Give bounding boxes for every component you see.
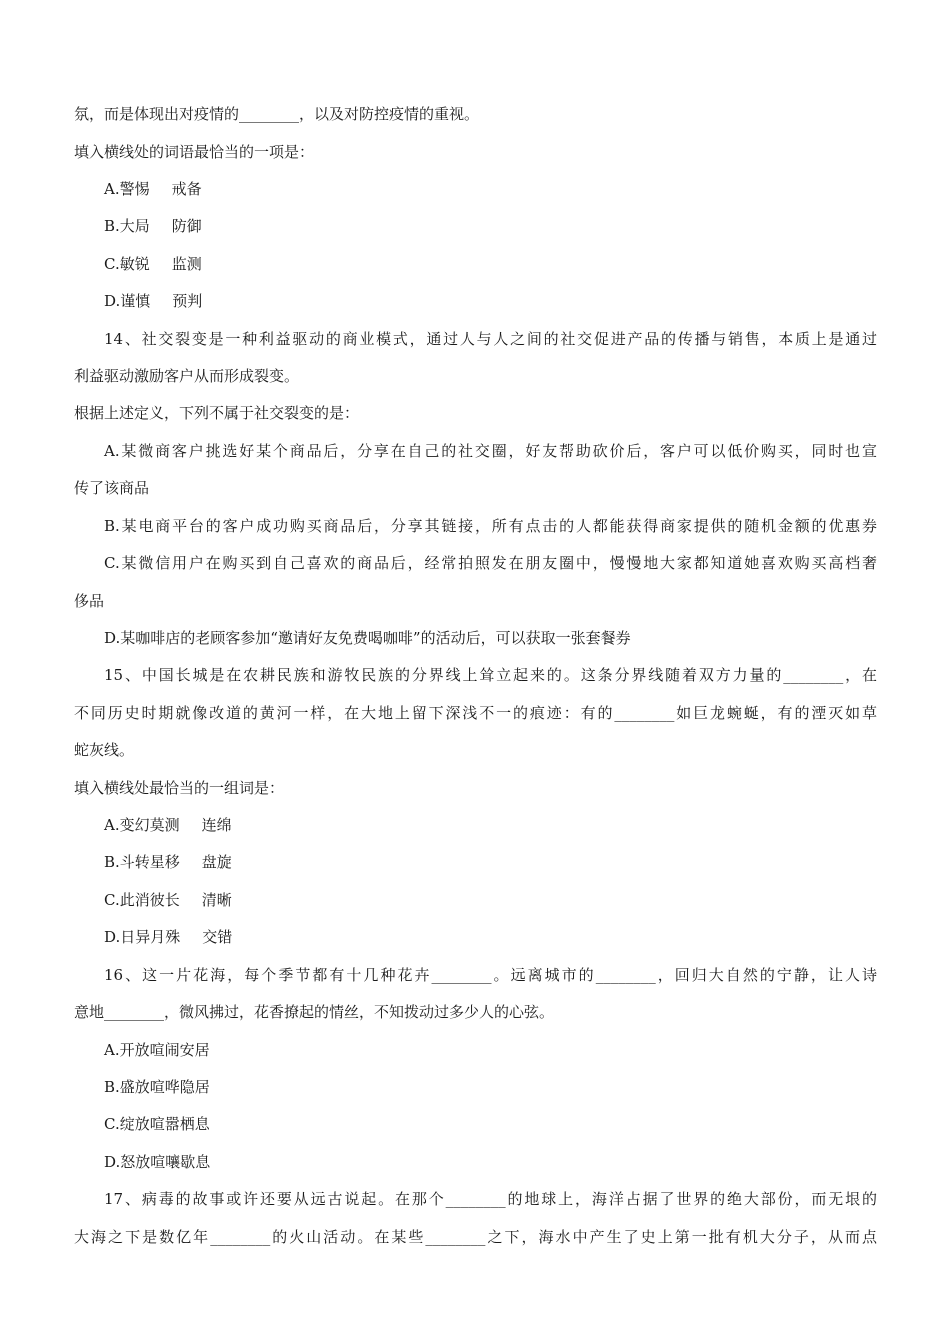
option-word-2: 预判 xyxy=(172,292,203,310)
option-word-2: 盘旋 xyxy=(201,853,232,871)
q13-prompt: 填入横线处的词语最恰当的一项是： xyxy=(74,143,315,161)
option-word-2: 防御 xyxy=(171,217,202,235)
q13-option-d xyxy=(104,291,202,311)
option-letter: B. xyxy=(104,853,120,871)
q15-option-b xyxy=(104,852,232,872)
q16-option-d: D.怒放喧嚷歇息 xyxy=(104,1153,211,1171)
q16-option-c: C.绽放喧嚣栖息 xyxy=(104,1115,210,1133)
option-word-1: 变幻莫测 xyxy=(119,816,180,834)
q14-stem-line1: 14、社交裂变是一种利益驱动的商业模式，通过人与人之间的社交促进产品的传播与销售，本质上是通过 xyxy=(104,330,877,348)
option-word-2: 交错 xyxy=(202,928,233,946)
q13-stem-tail: 氛，而是体现出对疫情的________，以及对防控疫情的重视。 xyxy=(74,105,480,123)
q14-option-b: B.某电商平台的客户成功购买商品后，分享其链接，所有点击的人都能获得商家提供的随机金额的优惠券 xyxy=(104,517,877,535)
option-word-1: 此消彼长 xyxy=(119,891,180,909)
q15-option-a xyxy=(104,815,232,835)
q15-stem-line2: 不同历史时期就像改道的黄河一样，在大地上留下深浅不一的痕迹：有的________如巨龙蜿蜒，有的湮灭如草 xyxy=(74,704,877,722)
q13-option-a xyxy=(104,179,202,199)
q14-stem-line2: 利益驱动激励客户从而形成裂变。 xyxy=(74,367,300,385)
option-word-2: 清晰 xyxy=(201,891,232,909)
option-word-1: 日异月殊 xyxy=(120,928,181,946)
option-letter: D. xyxy=(104,292,121,310)
q14-option-a-line2: 传了该商品 xyxy=(74,479,150,497)
q14-option-a-line1: A.某微商客户挑选好某个商品后，分享在自己的社交圈，好友帮助砍价后，客户可以低价购买，同时也宣 xyxy=(104,442,877,460)
q14-option-d: D.某咖啡店的老顾客参加“邀请好友免费喝咖啡”的活动后，可以获取一张套餐券 xyxy=(104,629,631,647)
option-word-1: 谨慎 xyxy=(120,292,151,310)
option-letter: C. xyxy=(104,891,120,909)
option-letter: A. xyxy=(104,180,120,198)
q15-prompt: 填入横线处最恰当的一组词是： xyxy=(74,779,285,797)
q17-stem-line2: 大海之下是数亿年________的火山活动。在某些________之下，海水中产生了史上第一批有机大分子，从而点 xyxy=(74,1228,877,1246)
option-word-1: 大局 xyxy=(119,217,150,235)
option-word-2: 监测 xyxy=(171,255,202,273)
q13-option-c xyxy=(104,254,202,274)
q14-prompt: 根据上述定义，下列不属于社交裂变的是： xyxy=(74,404,360,422)
q14-option-c-line1: C.某微信用户在购买到自己喜欢的商品后，经常拍照发在朋友圈中，慢慢地大家都知道她喜欢购买高档奢 xyxy=(104,554,877,572)
q15-stem-line3: 蛇灰线。 xyxy=(74,741,135,759)
q16-stem-line1: 16、这一片花海，每个季节都有十几种花卉________。远离城市的________，回归大自然的宁静，让人诗 xyxy=(104,966,877,984)
option-word-2: 连绵 xyxy=(201,816,232,834)
q17-stem-line1: 17、病毒的故事或许还要从远古说起。在那个________的地球上，海洋占据了世界的绝大部份，而无垠的 xyxy=(104,1190,877,1208)
q13-option-b xyxy=(104,216,202,236)
option-letter: B. xyxy=(104,217,120,235)
q14-option-c-line2: 侈品 xyxy=(74,592,105,610)
option-letter: A. xyxy=(104,816,120,834)
option-word-1: 敏锐 xyxy=(119,255,150,273)
q15-stem-line1: 15、中国长城是在农耕民族和游牧民族的分界线上耸立起来的。这条分界线随着双方力量的________，在 xyxy=(104,666,877,684)
q16-stem-line2: 意地________，微风拂过，花香撩起的情丝，不知拨动过多少人的心弦。 xyxy=(74,1003,555,1021)
option-word-1: 斗转星移 xyxy=(119,853,180,871)
q15-option-d xyxy=(104,927,232,947)
option-letter: D. xyxy=(104,928,121,946)
option-letter: C. xyxy=(104,255,120,273)
option-word-2: 戒备 xyxy=(171,180,202,198)
q16-option-b: B.盛放喧哗隐居 xyxy=(104,1078,210,1096)
q16-option-a: A.开放喧闹安居 xyxy=(104,1041,210,1059)
option-word-1: 警惕 xyxy=(119,180,150,198)
q15-option-c xyxy=(104,890,232,910)
